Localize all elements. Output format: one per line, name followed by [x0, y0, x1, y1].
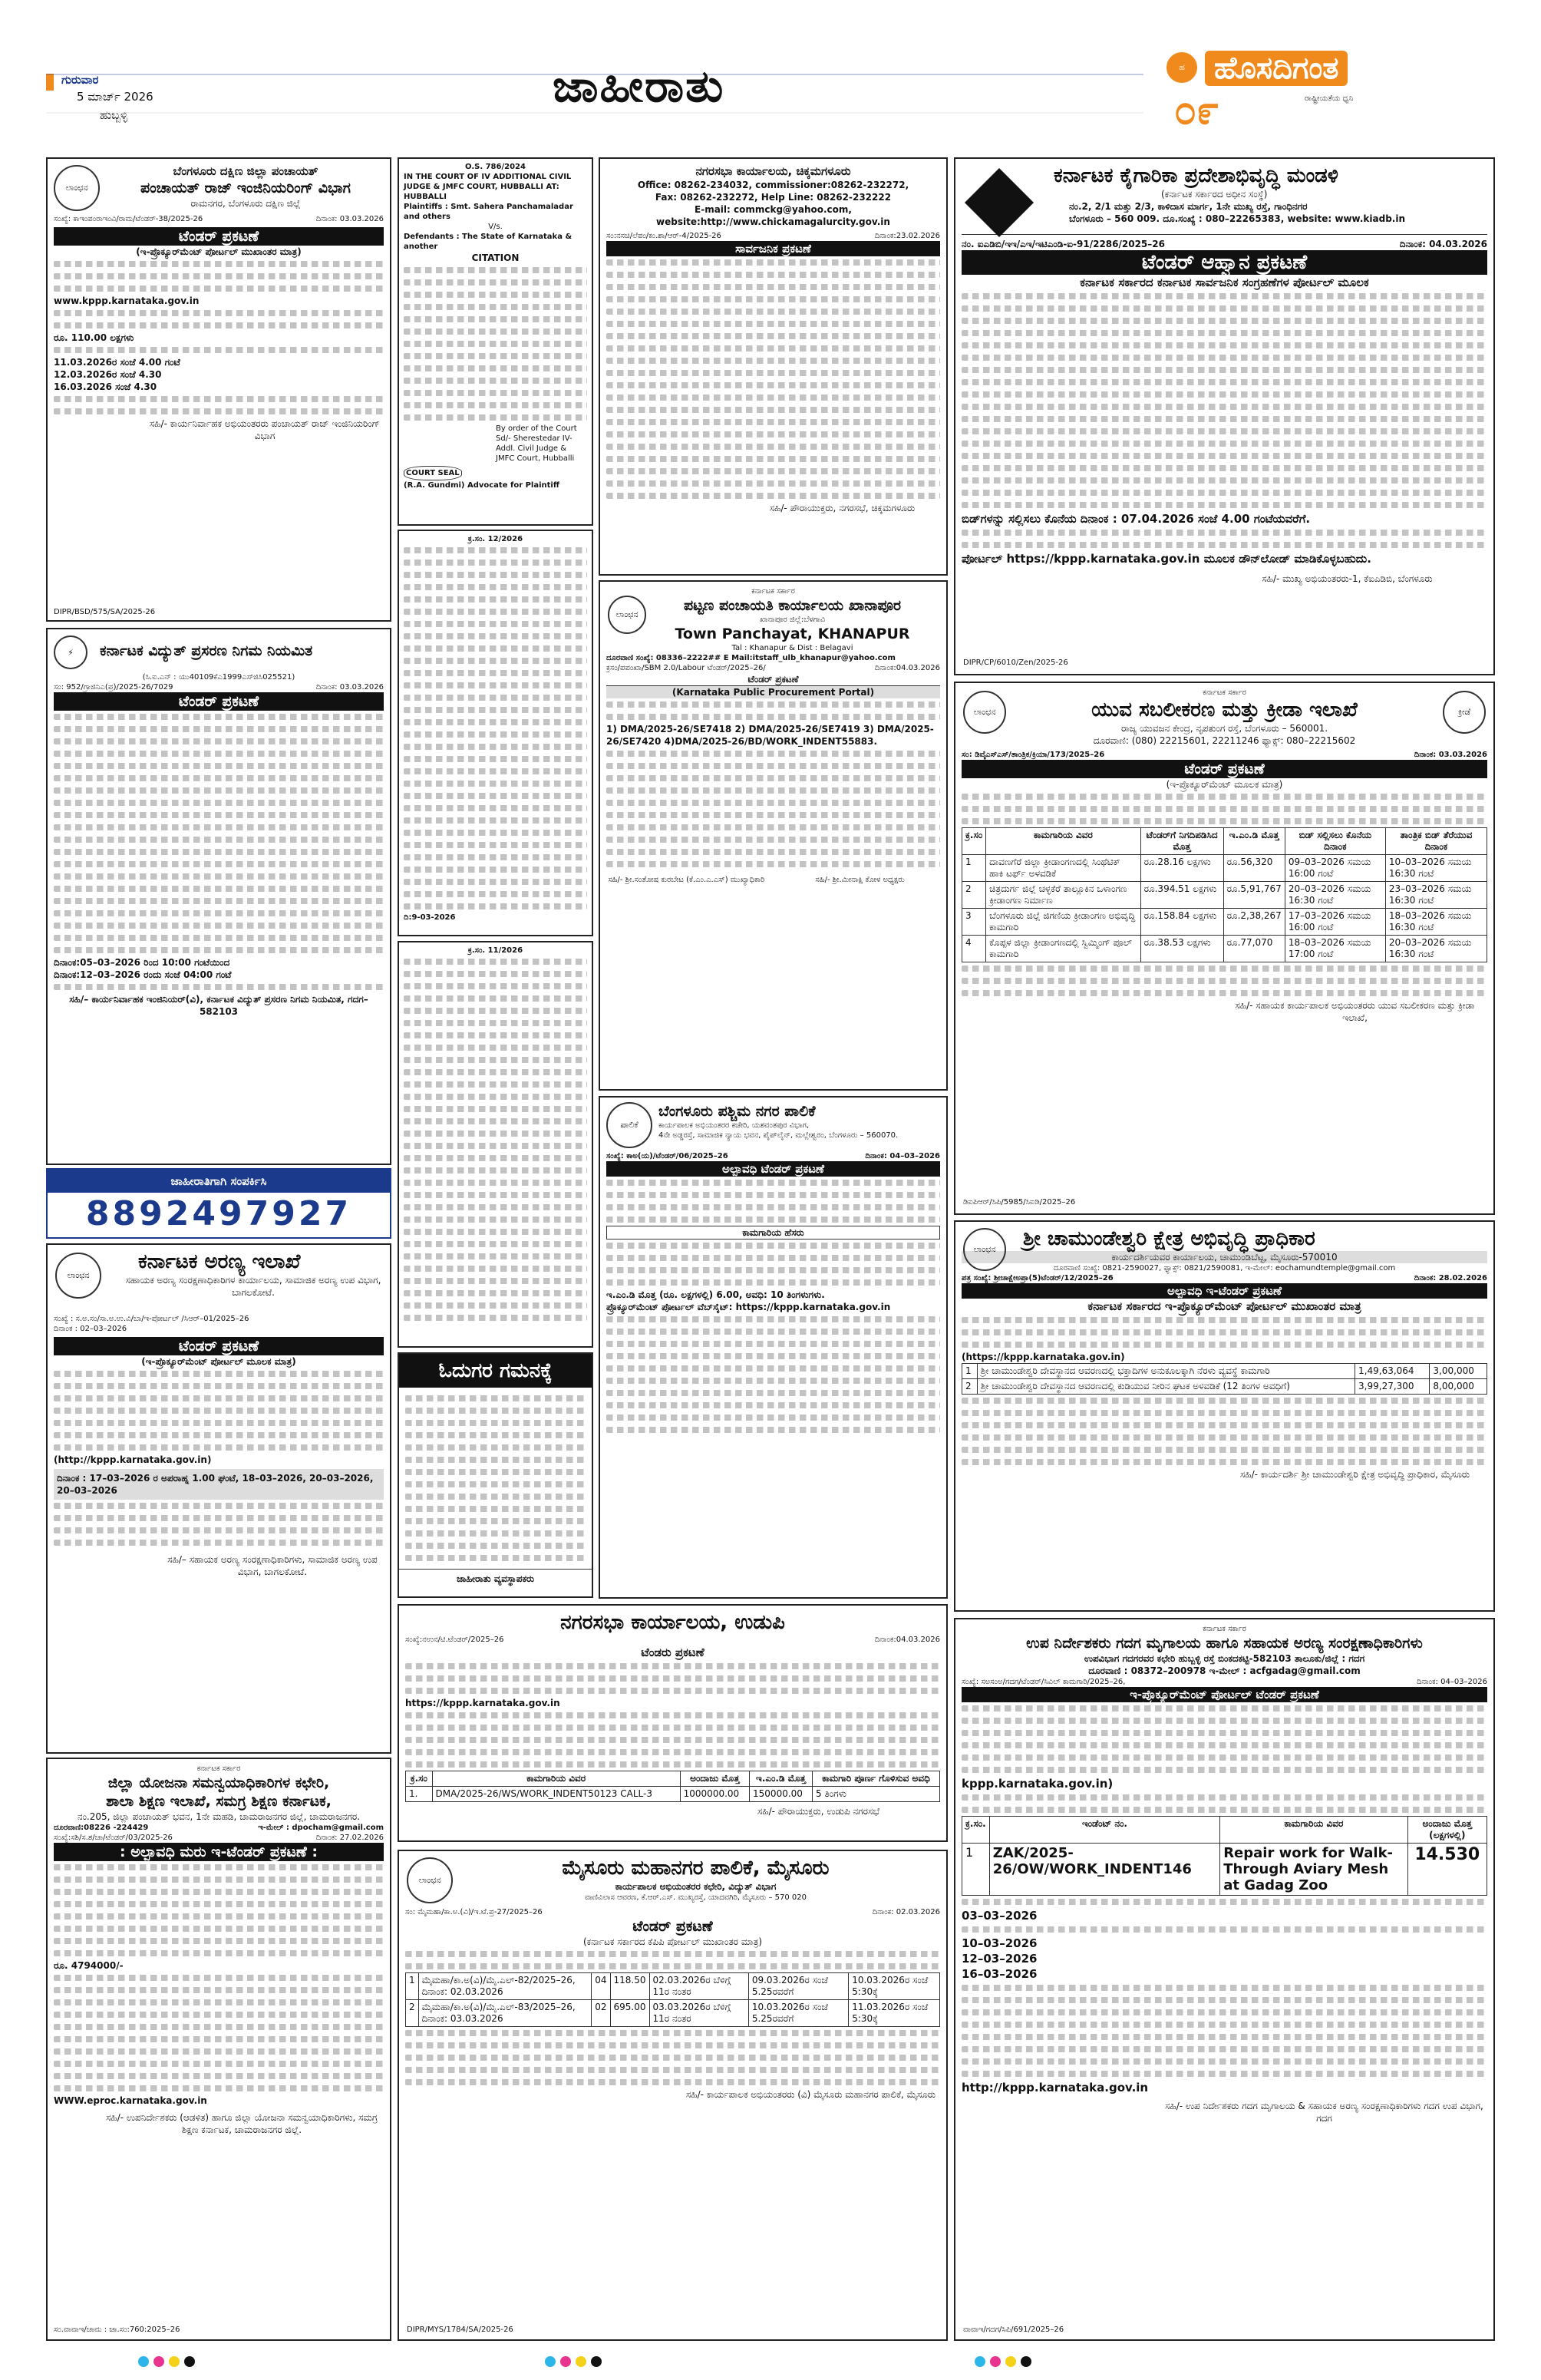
cell: 02.03.2026ರ ಬೆಳಿಗ್ಗೆ 11ರ ನಂತರ	[649, 1973, 748, 2000]
cell: 2	[962, 882, 986, 909]
address: ನಂ.205, ಜಿಲ್ಲಾ ಪಂಚಾಯತ್ ಭವನ, 1ನೇ ಮಹಡಿ, ಚಾಮರಾಜನಗರ ಜಿಲ್ಲೆ, ಚಾಮರಾಜನಗರ.	[77, 1811, 361, 1822]
cell: 1.	[406, 1787, 433, 1802]
date-1: 03–03–2026	[962, 1909, 1038, 1923]
table-row	[962, 936, 1487, 962]
office-sub: ಕಾರ್ಯದರ್ಶಿಯವರ ಕಾರ್ಯಾಲಯ, ಚಾಮುಂಡಿಬೆಟ್ಟ, ಮೈಸೂರು-570010	[962, 1251, 1487, 1263]
yellow-dot	[1005, 2356, 1016, 2367]
cell: 20–03–2026 ಸಮಯ 16:30 ಗಂಟೆ	[1385, 936, 1487, 962]
ad-kiadb-tender	[954, 157, 1495, 675]
col-work: ಕಾಮಗಾರಿಯ ವಿವರ	[432, 1771, 680, 1787]
cell: 10.03.2026ರ ಸಂಜೆ 5:30ಕ್ಕೆ	[849, 1973, 940, 2000]
tender-title: ಟೆಂಡರ್ ಪ್ರಕಟಣೆ	[632, 1918, 713, 1935]
date-3: 16.03.2026 ಸಂಜೆ 4.30	[54, 381, 157, 392]
cell: ರೂ.158.84 ಲಕ್ಷಗಳು	[1140, 909, 1223, 936]
ad-chamarajanagar-tender	[46, 1758, 391, 2341]
schedule: ದಿನಾಂಕ : 17–03–2026 ರ ಅಪರಾಹ್ನ 1.00 ಘಂಟೆ, 18–03–2026, 20–03–2026, 20–03–2026	[54, 1469, 384, 1500]
magenta-dot	[560, 2356, 571, 2367]
ref-date: ದಿನಾಂಕ: 04.03.2026	[1399, 239, 1487, 249]
cell: 18–03–2026 ಸಮಯ 17:00 ಗಂಟೆ	[1285, 936, 1385, 962]
page-number: ೦೯	[1174, 87, 1219, 134]
bid-deadline: ಬಿಡ್‌ಗಳನ್ನು ಸಲ್ಲಿಸಲು ಕೊನೆಯ ದಿನಾಂಕ : 07.04.2026 ಸಂಜೆ 4.00 ಗಂಟೆಯವರೆಗೆ.	[962, 512, 1311, 526]
tender-sub: (ಇ-ಪ್ರೊಕ್ಯೂರ್‌ಮೆಂಟ್ ಪೋರ್ಟಲ್ ಮುಖಾಂತರ ಮಾತ್ರ)	[136, 246, 302, 257]
office-title-2: ಶಾಲಾ ಶಿಕ್ಷಣ ಇಲಾಖೆ, ಸಮಗ್ರ ಶಿಕ್ಷಣ ಕರ್ನಾಟಕ,	[106, 1793, 332, 1810]
cell: ದಾವಣಗೆರೆ ಜಿಲ್ಲಾ ಕ್ರೀಡಾಂಗಣದಲ್ಲಿ ಸಿಂಥೆಟಿಕ್ ಹಾಕಿ ಟರ್ಫ್ ಅಳವಡಿಕೆ	[986, 855, 1140, 882]
gov-label: ಕರ್ನಾಟಕ ಸರ್ಕಾರ	[1203, 1625, 1246, 1633]
page-header	[0, 0, 1541, 153]
dipr-no: DIPR/BSD/575/SA/2025-26	[54, 608, 156, 616]
email[interactable]: E-mail: commckg@yahoo.com,	[695, 204, 852, 215]
table-row	[962, 1364, 1487, 1379]
signature: ಸಹಿ/- ಸಹಾಯಕ ಕಾರ್ಯಪಾಲಕ ಅಭಿಯಂತರರು ಯುವ ಸಬಲೀಕರಣ ಮತ್ತು ಕ್ರೀಡಾ ಇಲಾಖೆ,	[1235, 1000, 1475, 1023]
gadag-table	[962, 1816, 1487, 1896]
kiadb-sub: (ಕರ್ನಾಟಕ ಸರ್ಕಾರದ ಅಧೀನ ಸಂಸ್ಥೆ)	[1161, 189, 1268, 200]
cell: ರೂ.38.53 ಲಕ್ಷಗಳು	[1140, 936, 1223, 962]
ref-no: ಸಂಖ್ಯೆ: ಕಾಅ(ಯ)/ಟೆಂಡರ್/06/2025–26	[606, 1152, 728, 1160]
office-title: ಉಪ ನಿರ್ದೇಶಕರು ಗದಗ ಮೃಗಾಲಯ ಹಾಗೂ ಸಹಾಯಕ ಅರಣ್ಯ ಸಂರಕ್ಷಣಾಧಿಕಾರಿಗಳು	[1026, 1635, 1423, 1652]
office-title: ನಗರಸಭಾ ಕಾರ್ಯಾಲಯ, ಉಡುಪಿ	[560, 1611, 785, 1634]
office-sub: ಖಾನಾಪೂರ ಜಿಲ್ಲೆ:ಬೆಳಗಾವಿ	[759, 616, 826, 624]
ref-no: ಸಂ: 952/ಗ್ರಾಜಿನಿಎ(ಪ್ರ)/2025-26/7029	[54, 683, 173, 692]
signature: ಸಹಿ/- ಮುಖ್ಯ ಅಭಿಯಂತರರು-1, ಕೆಐಎಡಿಬಿ, ಬೆಂಗಳೂರು	[1262, 573, 1433, 584]
ref-date: ದಿನಾಂಕ:04.03.2026	[874, 1636, 940, 1644]
amount: ರೂ. 4794000/-	[54, 1960, 124, 1971]
col-amount: ಟೆಂಡರ್‌ಗೆ ನಿಗದಿಪಡಿಸಿದ ಮೊತ್ತ	[1140, 828, 1223, 855]
masthead	[1143, 46, 1512, 134]
case-no: ಕ್ರ.ಸಂ. 11/2026	[467, 946, 523, 955]
cell: 10.03.2026ರ ಸಂಜೆ 5.25ರವರೆಗೆ	[748, 2000, 848, 2027]
header-city: ಹುಬ್ಬಳ್ಳಿ	[100, 108, 128, 122]
cell: 1,49,63,064	[1355, 1364, 1430, 1379]
tender-title: ಅಲ್ಪಾವಧಿ ಟೆಂಡರ್ ಪ್ರಕಟಣೆ	[606, 1161, 940, 1177]
sports-logo-icon: ಕ್ರೀಡೆ	[1443, 691, 1486, 734]
signature: ಸಹಿ/- ಉಪನಿರ್ದೇಶಕರು (ಆಡಳಿತ) ಹಾಗೂ ಜಿಲ್ಲಾ ಯೋಜನಾ ಸಮನ್ವಯಾಧಿಕಾರಿಗಳು, ಸಮಗ್ರ ಶಿಕ್ಷಣ ಕರ್ನಾಟಕ, ಚಾಮರಾಜನಗರ ಜಿಲ್ಲೆ.	[106, 2112, 378, 2135]
contact-phone[interactable]: 8892497927	[85, 1194, 352, 1233]
header-date: 5 ಮಾರ್ಚ್ 2026	[77, 90, 153, 104]
forest-emblem-icon: ಲಾಂಛನ	[55, 1253, 101, 1299]
youth-sports-table	[962, 827, 1487, 962]
fax: Fax: 08262-232272, Help Line: 08262-232222	[655, 192, 892, 203]
tender-sub: ಕರ್ನಾಟಕ ಸರ್ಕಾರದ ಕರ್ನಾಟಕ ಸಾರ್ವಜನಿಕ ಸಂಗ್ರಹಣೆಗಳ ಪೋರ್ಟಲ್ ಮೂಲಕ	[1080, 276, 1369, 289]
signature-1: ಸಹಿ/- ಶ್ರೀ.ಸಂತೋಷ ಕುರಬೇಟ (ಕೆ.ಎಂ.ಎ.ಎಸ್) ಮುಖ್ಯಾಧಿಕಾರಿ	[608, 876, 765, 884]
tender-sub: ಕರ್ನಾಟಕ ಸರ್ಕಾರದ ಇ-ಪ್ರೊಕ್ಯೂರ್‌ಮೆಂಟ್ ಪೋರ್ಟಲ್ ಮುಖಾಂತರ ಮಾತ್ರ	[1087, 1299, 1361, 1313]
col-bid-date: ಬಿಡ್ ಸಲ್ಲಿಸಲು ಕೊನೆಯ ದಿನಾಂಕ	[1285, 828, 1385, 855]
cell: ರೂ.28.16 ಲಕ್ಷಗಳು	[1140, 855, 1223, 882]
date-2: 10–03–2026	[962, 1936, 1038, 1950]
col-no: ಕ್ರ.ಸಂ.	[962, 1817, 990, 1844]
col-indent: ಇಂಡೆಂಟ್ ನಂ.	[989, 1817, 1219, 1844]
ref-date: ದಿನಾಂಕ: 04–03–2026	[865, 1152, 940, 1160]
cell: ಬೆಂಗಳೂರು ಜಿಲ್ಲೆ ಜಿಗಣಿಯ ಕ್ರೀಡಾಂಗಣ ಅಭಿವೃದ್ಧಿ ಕಾಮಗಾರಿ	[986, 909, 1140, 936]
header-day: ಗುರುವಾರ	[61, 73, 99, 87]
ad-udupi-tender	[398, 1604, 948, 1842]
case-no: O.S. 786/2024	[465, 163, 526, 171]
phone: Office: 08262-234032, commissioner:08262-232272,	[637, 180, 909, 190]
office-sub: ಕಾರ್ಯಪಾಲಕ ಅಭಿಯಂತರರ ಕಚೇರಿ, ಯಶವಂತಪುರ ವಿಭಾಗ,	[658, 1121, 810, 1130]
ad-court-notice-11	[398, 941, 593, 1348]
ref-no: ಸಂಖ್ಯೆ : ಸ.ಅ.ಸಂ/ಸಾ.ಅ.ಉ.ವಿ/ಬಾ/ಇ-ಪೋರ್ಟಲ್ /ಸಿಆರ್–01/2025–26	[54, 1315, 249, 1323]
ad-ramanagara-tender	[46, 157, 391, 622]
ref-no: ಸಂಖ್ಯೆ: ಕಾಇಂಪಂರಾಇಂವಿ/ರಾಮ/ಟೆಂಡರ್-38/2025-26	[54, 215, 203, 223]
case-no: ಕ್ರ.ಸಂ. 12/2026	[467, 535, 523, 543]
notice-title: ಸಾರ್ವಜನಿಕ ಪ್ರಕಟಣೆ	[606, 241, 940, 256]
ad-forest-tender	[46, 1243, 391, 1754]
gov-label: ಕರ್ನಾಟಕ ಸರ್ಕಾರ	[1203, 688, 1246, 697]
table-row	[406, 2000, 940, 2027]
ad-kptcl-tender	[46, 628, 391, 1165]
kiadb-title: ಕರ್ನಾಟಕ ಕೈಗಾರಿಕಾ ಪ್ರದೇಶಾಭಿವೃದ್ಧಿ ಮಂಡಳಿ	[1054, 164, 1338, 187]
col-work: ಕಾಮಗಾರಿಯ ವಿವರ	[1220, 1817, 1407, 1844]
court-seal: COURT SEAL	[404, 466, 462, 480]
portal-link-2[interactable]: http://kppp.karnataka.gov.in	[962, 2081, 1149, 2094]
ad-gadag-zoo-tender	[954, 1618, 1495, 2341]
cell: 1	[962, 855, 986, 882]
ref-date: ದಿನಾಂಕ: 03.03.2026	[315, 683, 384, 692]
cell: 1	[962, 1844, 990, 1896]
address: 4ನೇ ಅಡ್ಡರಸ್ತೆ, ಸಾಮಾಜಿಕ ನ್ಯಾಯ ಭವನ, ಪೈಪ್‌ಲೈನ್, ಮಲ್ಲೇಶ್ವರಂ, ಬೆಂಗಳೂರು – 560070.	[658, 1131, 899, 1140]
signature: ಸಹಿ/- ಪೌರಾಯುಕ್ತರು, ಉಡುಪಿ ನಗರಸಭೆ	[757, 1806, 880, 1817]
tender-sub: (ಇ-ಪ್ರೊಕ್ಯೂರ್‌ಮೆಂಟ್ ಮೂಲಕ ಮಾತ್ರ)	[1166, 779, 1283, 790]
cell: 1	[406, 1973, 419, 2000]
cell: ಕೊಪ್ಪಳ ಜಿಲ್ಲಾ ಕ್ರೀಡಾಂಗಣದಲ್ಲಿ ಸ್ವಿಮ್ಮಿಂಗ್ ಪೂಲ್ ಕಾಮಗಾರಿ	[986, 936, 1140, 962]
cell: 1	[962, 1364, 978, 1379]
ad-court-notice-12	[398, 530, 593, 936]
black-dot	[184, 2356, 195, 2367]
office-name: ನಗರಸಭಾ ಕಾರ್ಯಾಲಯ, ಚಿಕ್ಕಮಗಳೂರು	[695, 164, 851, 178]
ref-no: ಸಂಖ್ಯೆ:ಸಶಿ/ಸ.ಶ/ಚಾ/ಟೆಂಡರ್/03/2025-26	[54, 1834, 173, 1842]
logo-icon: ಹ	[1166, 52, 1197, 83]
advocate: (R.A. Gundmi) Advocate for Plaintiff	[404, 481, 559, 490]
cell: 20–03–2026 ಸಮಯ 16:30 ಗಂಟೆ	[1285, 882, 1385, 909]
contact: ದೂರವಾಣಿ: (080) 22215601, 22211246 ಫ್ಯಾಕ್ಸ್: 080–22215602	[1093, 735, 1356, 746]
tender-title: ಟೆಂಡರು ಪ್ರಕಟಣೆ	[641, 1646, 705, 1659]
cell: ರೂ.56,320	[1223, 855, 1285, 882]
col-emd: ಇ.ಎಂ.ಡಿ ಮೊತ್ತ	[1223, 828, 1285, 855]
cell: ರೂ.2,38,267	[1223, 909, 1285, 936]
contact-title: ಜಾಹೀರಾತಿಗಾಗಿ ಸಂಪರ್ಕಿಸಿ	[48, 1170, 390, 1193]
tagline: ರಾಷ್ಟ್ರೀಯತೆಯ ಧ್ವನಿ	[1305, 94, 1354, 103]
contact: ದೂರವಾಣಿ ಸಂಖ್ಯೆ: 0821-2590027, ಫ್ಯಾಕ್ಸ್: 0821/2590081, ಇ-ಮೇಲ್: eochamundtemple@gmail.com	[1053, 1264, 1396, 1273]
ref-date: ದಿನಾಂಕ: 28.02.2026	[1414, 1274, 1487, 1282]
magenta-dot	[990, 2356, 1001, 2367]
cell: 150000.00	[750, 1787, 813, 1802]
section-title: ಜಾಹೀರಾತು	[553, 60, 725, 112]
cell: Repair work for Walk-Through Aviary Mesh at Gadag Zoo	[1220, 1844, 1407, 1896]
office-title: ಮೈಸೂರು ಮಹಾನಗರ ಪಾಲಿಕೆ, ಮೈಸೂರು	[562, 1857, 830, 1880]
cell: ರೂ.77,070	[1223, 936, 1285, 962]
ad-readers-notice	[398, 1352, 593, 1598]
signature: ಸಹಿ/- ಕಾರ್ಯದರ್ಶಿ ಶ್ರೀ ಚಾಮುಂಡೇಶ್ವರಿ ಕ್ಷೇತ್ರ ಅಭಿವೃದ್ಧಿ ಪ್ರಾಧಿಕಾರ, ಮೈಸೂರು	[1239, 1469, 1470, 1480]
ref-date: ದಿನಾಂಕ: 04–03–2026	[1417, 1678, 1487, 1686]
ref-date: ದಿನಾಂಕ: 03.03.2026	[1414, 751, 1487, 759]
ad-court-citation	[398, 157, 593, 526]
signature: ಸಹಿ/– ಕಾರ್ಯನಿರ್ವಾಹಕ ಇಂಜಿನಿಯರ್(ವಿ), ಕರ್ನಾಟಕ ವಿದ್ಯುತ್ ಪ್ರಸರಣ ನಿಗಮ ನಿಯಮಿತ, ಗದಗ–582103	[69, 994, 368, 1017]
cell: 04	[592, 1973, 610, 2000]
cell: ಚಿತ್ರದುರ್ಗ ಜಿಲ್ಲೆ ಚಳ್ಳಕೆರೆ ತಾಲ್ಲೂಕಿನ ಒಳಾಂಗಣ ಕ್ರೀಡಾಂಗಣ ನಿರ್ಮಾಣ	[986, 882, 1140, 909]
table-row	[962, 882, 1487, 909]
gov-label: ಕರ್ನಾಟಕ ಸರ್ಕಾರ	[751, 587, 795, 596]
date-1: 11.03.2026ರ ಸಂಜೆ 4.00 ಗಂಟೆ	[54, 357, 180, 368]
notice-date: ದಿ:9-03-2026	[404, 913, 456, 922]
phone: ದೂರವಾಣಿ:08226 -224429	[54, 1824, 149, 1832]
tender-sub: (ಕರ್ನಾಟಕ ಸರ್ಕಾರದ ಕೆಪಿಪಿ ಪೋರ್ಟಲ್ ಮುಖಾಂತರ ಮಾತ್ರ)	[582, 1936, 763, 1947]
office-title: ಯುವ ಸಬಲೀಕರಣ ಮತ್ತು ಕ್ರೀಡಾ ಇಲಾಖೆ	[1091, 698, 1358, 721]
office-title: ಬೆಂಗಳೂರು ಪಶ್ಚಿಮ ನಗರ ಪಾಲಿಕೆ	[658, 1103, 816, 1120]
black-dot	[1021, 2356, 1031, 2367]
contact: ದೂರವಾಣಿ ಸಂಖ್ಯೆ: 08336–2222## E Mail:itstaff_ulb_khanapur@yahoo.com	[606, 654, 896, 662]
tender-title: ಟೆಂಡರ್ ಪ್ರಕಟಣೆ	[54, 1337, 384, 1355]
cell: DMA/2025-26/WS/WORK_INDENT50123 CALL-3	[432, 1787, 680, 1802]
address: ವಾಣಿವಿಲಾಸ ಆವರಣ, ಕೆ.ಆರ್.ಎಸ್. ಮುಖ್ಯರಸ್ತೆ, ಯಾದವಗಿರಿ, ಮೈಸೂರು – 570 020	[584, 1893, 807, 1902]
email[interactable]: ಇ-ಮೇಲ್ : dpocham@gmail.com	[258, 1824, 384, 1832]
mysuru-table	[405, 1972, 940, 2027]
table-row	[962, 855, 1487, 882]
chamundeshwari-table	[962, 1363, 1487, 1395]
tender-title: ಟೆಂಡರ್ ಪ್ರಕಟಣೆ	[54, 227, 384, 246]
cell: 2	[962, 1379, 978, 1395]
office-en-sub: Tal : Khanapur & Dist : Belagavi	[731, 644, 853, 652]
kptcl-title: ಕರ್ನಾಟಕ ವಿದ್ಯುತ್ ಪ್ರಸರಣ ನಿಗಮ ನಿಯಮಿತ	[100, 642, 313, 659]
ref-date: ದಿನಾಂಕ:04.03.2026	[874, 664, 940, 672]
cyan-dot	[545, 2356, 556, 2367]
dipr-no: DIPR/CP/6010/Zen/2025-26	[963, 659, 1068, 667]
kptcl-logo-icon: ⚡	[54, 635, 87, 669]
ref-no: ಕ್ರಸಂ/ಪಪಂಖಾ/SBM 2.0/Labour ಟೆಂಡರ್/2025–26/	[606, 664, 766, 672]
date-1: ದಿನಾಂಕ:05–03–2026 ರಿಂದ 10:00 ಗಂಟೆಯಿಂದ	[54, 957, 230, 968]
yellow-dot	[169, 2356, 180, 2367]
cell: 02	[592, 2000, 610, 2027]
tender-title: ಟೆಂಡರ್ ಆಹ್ವಾನ ಪ್ರಕಟಣೆ	[962, 250, 1487, 275]
cell: ರೂ.5,91,767	[1223, 882, 1285, 909]
tender-title: ಟೆಂಡರ್ ಪ್ರಕಟಣೆ	[962, 760, 1487, 778]
col-work: ಕಾಮಗಾರಿಯ ವಿವರ	[986, 828, 1140, 855]
ref-no: ಸಂ: ಮೈಮಹಾ/ಕಾ.ಅ.(ವಿ)/ಇ.ಟೆ.ಪ್ರ-27/2025–26	[405, 1908, 543, 1916]
amount: ರೂ. 110.00 ಲಕ್ಷಗಳು	[54, 332, 134, 343]
cin: (ಸಿ.ಐ.ಎನ್ : ಯು40109ಕೆಎ1999ಎಸ್‌ಜಿಸಿ025521)	[142, 673, 295, 682]
registration-marks-left	[138, 2356, 195, 2367]
ad-chamundeshwari-tender	[954, 1220, 1495, 1612]
emblem-icon: ಲಾಂಛನ	[963, 691, 1006, 734]
cell: 8,00,000	[1430, 1379, 1487, 1395]
table-row	[962, 1379, 1487, 1395]
ref-date: ದಿನಾಂಕ:23.02.2026	[874, 232, 940, 240]
cell: 03.03.2026ರ ಬೆಳಿಗ್ಗೆ 11ರ ನಂತರ	[649, 2000, 748, 2027]
cell: ಶ್ರೀ ಚಾಮುಂಡೇಶ್ವರಿ ದೇವಸ್ಥಾನದ ಆವರಣದಲ್ಲಿ ಕುಡಿಯುವ ನೀರಿನ ಘಟಕ ಅಳವಡಿಕೆ (12 ತಿಂಗಳ ಅವಧಿಗೆ)	[977, 1379, 1355, 1395]
date-2: 12.03.2026ರ ಸಂಜೆ 4.30	[54, 369, 162, 380]
dept-name: ಪಂಚಾಯತ್ ರಾಜ್ ಇಂಜಿನಿಯರಿಂಗ್ ವಿಭಾಗ	[140, 180, 351, 196]
portal-link[interactable]: (http://kppp.karnataka.gov.in)	[54, 1454, 212, 1465]
forest-sub: ಸಹಾಯಕ ಅರಣ್ಯ ಸಂರಕ್ಷಣಾಧಿಕಾರಿಗಳ ಕಾರ್ಯಾಲಯ, ಸಾಮಾಜಿಕ ಅರಣ್ಯ ಉಪ ವಿಭಾಗ, ಬಾಗಲಕೋಟೆ.	[125, 1275, 381, 1298]
ad-khanapur-tender	[599, 580, 948, 1091]
ref-no: ಸಂಖ್ಯೆ:ನಉನ/ಟಿ.ಟೆಂಡರ್/2025–26	[405, 1636, 504, 1644]
cell: ರೂ.394.51 ಲಕ್ಷಗಳು	[1140, 882, 1223, 909]
magenta-dot	[153, 2356, 164, 2367]
cell: 1000000.00	[680, 1787, 749, 1802]
emblem-icon: ಲಾಂಛನ	[608, 596, 646, 634]
cell: 10–03–2026 ಸಮಯ 16:30 ಗಂಟೆ	[1385, 855, 1487, 882]
office-title: ಜಿಲ್ಲಾ ಯೋಜನಾ ಸಮನ್ವಯಾಧಿಕಾರಿಗಳ ಕಛೇರಿ,	[107, 1774, 330, 1791]
signature: ಸಹಿ/– ಸಹಾಯಕ ಅರಣ್ಯ ಸಂರಕ್ಷಣಾಧಿಕಾರಿಗಳು, ಸಾಮಾಜಿಕ ಅರಣ್ಯ ಉಪ ವಿಭಾಗ, ಬಾಗಲಕೋಟೆ.	[167, 1554, 378, 1577]
cell: ಮೈಮಹಾ/ಕಾ.ಅ(ವಿ)/ಮೈ.ಎಲ್-82/2025–26, ದಿನಾಂಕ: 02.03.2026	[418, 1973, 592, 2000]
office-name: ಬೆಂಗಳೂರು ದಕ್ಷಿಣ ಜಿಲ್ಲಾ ಪಂಚಾಯತ್	[173, 164, 318, 178]
ref-no: ಪತ್ರ ಸಂಖ್ಯೆ: ಶ್ರೀಚಾಕ್ಷೇಅಪ್ರಾ(5)ಟೆಂಡರ್/12/2025–26	[962, 1274, 1114, 1282]
ad-bengaluru-west-tender	[599, 1096, 948, 1599]
signature: ಸಹಿ/- ಕಾರ್ಯಪಾಲಕ ಅಭಿಯಂತರರು (ವಿ) ಮೈಸೂರು ಮಹಾನಗರ ಪಾಲಿಕೆ, ಮೈಸೂರು	[685, 2089, 936, 2100]
gov-label: ಕರ್ನಾಟಕ ಸರ್ಕಾರ	[196, 1764, 241, 1773]
plaintiffs: Plaintiffs : Smt. Sahera Panchamaladar and others	[404, 203, 573, 221]
table-row	[962, 909, 1487, 936]
registration-marks-center	[545, 2356, 602, 2367]
work-header: ಕಾಮಗಾರಿಯ ಹೆಸರು	[606, 1226, 940, 1240]
udupi-table	[405, 1771, 940, 1802]
yellow-dot	[576, 2356, 586, 2367]
tender-sub: (ಇ-ಪ್ರೊಕ್ಯೂರ್‌ಮೆಂಟ್ ಪೋರ್ಟಲ್ ಮೂಲಕ ಮಾತ್ರ)	[141, 1356, 296, 1367]
ad-mysuru-city-tender	[398, 1850, 948, 2341]
temple-logo-icon: ಪಾಲಿಕೆ	[606, 1102, 652, 1148]
office-title: ಪಟ್ಟಣ ಪಂಚಾಯತಿ ಕಾರ್ಯಾಲಯ ಖಾನಾಪೂರ	[683, 597, 902, 614]
col-period: ಕಾಮಗಾರಿ ಪೂರ್ಣ ಗೊಳಿಸುವ ಅವಧಿ	[812, 1771, 939, 1787]
city-logo-icon: ಲಾಂಛನ	[407, 1857, 453, 1903]
ref-date: ದಿನಾಂಕ: 27.02.2026	[315, 1834, 384, 1842]
signature: ಸಹಿ/- ಉಪ ನಿರ್ದೇಶಕರು ಗದಗ ಮೃಗಾಲಯ & ಸಹಾಯಕ ಅರಣ್ಯ ಸಂರಕ್ಷಣಾಧಿಕಾರಿಗಳು ಗದಗ ಉಪ ವಿಭಾಗ, ಗದಗ	[1165, 2101, 1483, 2124]
cell: ಶ್ರೀ ಚಾಮುಂಡೇಶ್ವರಿ ದೇವಸ್ಥಾನದ ಆವರಣದಲ್ಲಿ ಭಕ್ತಾದಿಗಳ ಅನುಕೂಲಕ್ಕಾಗಿ ನೆರಳು ವ್ಯವಸ್ಥೆ ಕಾಮಗಾರಿ	[977, 1364, 1355, 1379]
portal-link[interactable]: (https://kppp.karnataka.gov.in)	[962, 1352, 1125, 1362]
signature: ಜಾಹೀರಾತು ವ್ಯವಸ್ಥಾಪಕರು	[399, 1569, 592, 1588]
col-amount: ಅಂದಾಜು ಮೊತ್ತ	[680, 1771, 749, 1787]
ref-no: ಸಂ:ನಸಚಿ/ಲೆಪಂ/ಕಂ.ಶಾ/ಆರ್‌-4/2025-26	[606, 232, 721, 240]
tender-title: ಟೆಂಡರ್ ಪ್ರಕಟಣೆ	[54, 692, 384, 711]
address: ರಾಜ್ಯ ಯುವಜನ ಕೇಂದ್ರ, ನೃಪತುಂಗ ರಸ್ತೆ, ಬೆಂಗಳೂರು – 560001.	[1120, 723, 1328, 734]
table-row	[962, 1844, 1487, 1896]
col-open-date: ತಾಂತ್ರಿಕ ಬಿಡ್ ತೆರೆಯುವ ದಿನಾಂಕ	[1385, 828, 1487, 855]
readers-title: ಓದುಗರ ಗಮನಕ್ಕೆ	[399, 1354, 592, 1388]
tender-title: ಟೆಂಡರ್ ಪ್ರಕಟಣೆ	[606, 673, 940, 686]
col-no: ಕ್ರ.ಸಂ	[962, 828, 986, 855]
versus: V/s.	[488, 223, 503, 231]
black-dot	[591, 2356, 602, 2367]
tender-title: : ಅಲ್ಪಾವಧಿ ಮರು ಇ-ಟೆಂಡರ್ ಪ್ರಕಟಣೆ :	[54, 1843, 384, 1861]
ref-no: ನಂ. ಐಎಡಿಬಿ/ಇಇ/ಎಇ/ಇಟಿಎಂಡಿ-ಐ-91/2286/2025–26	[962, 239, 1165, 249]
ref-date: ದಿನಾಂಕ: 03.03.2026	[315, 215, 384, 223]
emd: ಇ.ಎಂ.ಡಿ ಮೊತ್ತ (ರೂ. ಲಕ್ಷಗಳಲ್ಲಿ) 6.00, ಅವಧಿ: 10 ತಿಂಗಳುಗಳು.	[606, 1289, 825, 1300]
cell: ಮೈಮಹಾ/ಕಾ.ಅ(ವಿ)/ಮೈ.ಎಲ್-83/2025–26, ದಿನಾಂಕ: 03.03.2026	[418, 2000, 592, 2027]
cell: 18–03–2026 ಸಮಯ 16:30 ಗಂಟೆ	[1385, 909, 1487, 936]
cell: 14.530	[1407, 1844, 1487, 1896]
office-en: Town Panchayat, KHANAPUR	[675, 626, 910, 642]
cell: 5 ತಿಂಗಳು	[812, 1787, 939, 1802]
tender-title: ಇ-ಪ್ರೊಕ್ಯೂರ್‌ಮೆಂಟ್ ಪೋರ್ಟಲ್ ಟೆಂಡರ್ ಪ್ರಕಟಣೆ	[962, 1687, 1487, 1702]
portal-link[interactable]: www.kppp.karnataka.gov.in	[54, 295, 200, 306]
cyan-dot	[975, 2356, 985, 2367]
citation-title: CITATION	[471, 253, 520, 263]
col-no: ಕ್ರ.ಸಂ	[406, 1771, 433, 1787]
ref-no: ಸಂಖ್ಯೆ: ಸಅಸಂಅ/ಗದಗ/ಟೆಂಡರ್/ಸಿವಿಲ್ ಕಾಮಗಾರಿ/2025–26,	[962, 1678, 1126, 1686]
table-row	[406, 1973, 940, 2000]
dipr-no: DIPR/MYS/1784/SA/2025-26	[407, 2326, 513, 2334]
portal-link[interactable]: WWW.eproc.karnataka.gov.in	[54, 2095, 207, 2106]
office-sub: ಕಾರ್ಯಪಾಲಕ ಅಭಿಯಂತರರ ಕಛೇರಿ, ವಿದ್ಯುತ್ ವಿಭಾಗ	[615, 1881, 777, 1892]
tender-sub: (Karnataka Public Procurement Portal)	[606, 686, 940, 698]
contact-banner	[46, 1168, 391, 1239]
ad-youth-sports-tender	[954, 682, 1495, 1215]
cell: 09.03.2026ರ ಸಂಜೆ 5.25ರವರೆಗೆ	[748, 1973, 848, 2000]
dipr-no: ವಾವಾಇ/ಗದಗ/ಸಿಪಿ/691/2025–26	[963, 2326, 1064, 2334]
ref-date: ದಿನಾಂಕ: 02.03.2026	[872, 1908, 940, 1916]
office-title: ಶ್ರೀ ಚಾಮುಂಡೇಶ್ವರಿ ಕ್ಷೇತ್ರ ಅಭಿವೃದ್ಧಿ ಪ್ರಾಧಿಕಾರ	[1023, 1227, 1315, 1250]
date-2: ದಿನಾಂಕ:12–03–2026 ರಂದು ಸಂಜೆ 04:00 ಗಂಟೆ	[54, 969, 232, 980]
place: ರಾಮನಗರ, ಬೆಂಗಳೂರು ದಕ್ಷಿಣ ಜಿಲ್ಲೆ	[190, 198, 301, 209]
emblem-icon: ಲಾಂಛನ	[54, 165, 100, 211]
registration-marks-right	[975, 2356, 1031, 2367]
defendants: Defendants : The State of Karnataka & another	[404, 233, 573, 251]
cell: 4	[962, 936, 986, 962]
contact: ದೂರವಾಣಿ : 08372–200978 ಇ-ಮೇಲ್ : acfgadag@gmail.com	[1088, 1665, 1361, 1676]
portal-link[interactable]: ಪ್ರೊಕ್ಯೂರ್‌ಮೆಂಟ್ ಪೋರ್ಟಲ್ ವೆಬ್‌ಸೈಟ್: https://kppp.karnataka.gov.in	[606, 1302, 891, 1312]
office-sub: ಉಪವಿಭಾಗ ಗದಗರವರ ಕಛೇರಿ ಹುಬ್ಬಳ್ಳಿ ರಸ್ತೆ ಬಿಂಕದಕಟ್ಟಿ-582103 ತಾಲೂಕು/ಜಿಲ್ಲೆ : ಗದಗ	[1084, 1653, 1365, 1664]
portal-link[interactable]: https://kppp.karnataka.gov.in	[405, 1698, 560, 1708]
contact: ಬೆಂಗಳೂರು – 560 009. ದೂ.ಸಂಖ್ಯೆ : 080–22265383, website: www.kiadb.in	[1069, 213, 1406, 224]
website[interactable]: website:http://www.chickamagalurcity.gov.in	[656, 216, 890, 227]
dipr-no: ಸಂ.ವಾವಾಇ/ಚಾಮ : ಜಾ.ಸಂ:760:2025–26	[54, 2326, 180, 2334]
cell: 11.03.2026ರ ಸಂಜೆ 5:30ಕ್ಕೆ	[849, 2000, 940, 2027]
cell: ZAK/2025-26/OW/WORK_INDENT146	[989, 1844, 1219, 1896]
cell: 118.50	[610, 1973, 649, 2000]
work-list: 1) DMA/2025-26/SE7418 2) DMA/2025-26/SE7419 3) DMA/2025-26/SE7420 4)DMA/2025-26/BD/WORK_INDENT55883.	[606, 724, 934, 747]
cell: 09–03–2026 ಸಮಯ 16:00 ಗಂಟೆ	[1285, 855, 1385, 882]
by-order: By order of the Court Sd/- Sherestedar IV-Addl. Civil Judge & JMFC Court, Hubballi	[496, 424, 577, 463]
cell: 3	[962, 909, 986, 936]
cyan-dot	[138, 2356, 149, 2367]
portal-link[interactable]: kppp.karnataka.gov.in)	[962, 1777, 1114, 1791]
tender-title: ಅಲ್ಪಾವಧಿ ಇ-ಟೆಂಡರ್ ಪ್ರಕಟಣೆ	[962, 1283, 1487, 1299]
dipr-no: ಡಿಐಪಿಆರ್/ಸಿಪಿ/5985/ಸಿಐಡಿ/2025–26	[963, 1198, 1076, 1207]
date-4: 16–03–2026	[962, 1967, 1038, 1981]
cell: 695.00	[610, 2000, 649, 2027]
cell: 2	[406, 2000, 419, 2027]
table-row	[406, 1787, 940, 1802]
address: ನಂ.2, 2/1 ಮತ್ತು 2/3, ಕಾಳಿದಾಸ ಮಾರ್ಗ, 1ನೇ ಮುಖ್ಯ ರಸ್ತೆ, ಗಾಂಧಿನಗರ	[1069, 201, 1308, 212]
signature: ಸಹಿ/- ಕಾರ್ಯನಿರ್ವಾಹಕ ಅಭಿಯಂತರರು ಪಂಚಾಯತ್ ರಾಜ್ ಇಂಜಿನಿಯರಿಂಗ್ ವಿಭಾಗ	[149, 418, 381, 441]
col-amount: ಅಂದಾಜು ಮೊತ್ತ (ಲಕ್ಷಗಳಲ್ಲಿ)	[1407, 1817, 1487, 1844]
temple-logo-icon: ಲಾಂಛನ	[963, 1228, 1006, 1271]
col-emd: ಇ.ಎಂ.ಡಿ ಮೊತ್ತ	[750, 1771, 813, 1787]
date-3: 12–03–2026	[962, 1952, 1038, 1966]
ad-chikkamagaluru-notice	[599, 157, 948, 576]
signature: ಸಹಿ/- ಪೌರಾಯುಕ್ತರು, ನಗರಸಭೆ, ಚಿಕ್ಕಮಗಳೂರು	[769, 503, 916, 513]
ref-date: ದಿನಾಂಕ : 02–03–2026	[54, 1325, 127, 1333]
cell: 23–03–2026 ಸಮಯ 16:30 ಗಂಟೆ	[1385, 882, 1487, 909]
portal-link[interactable]: ಪೋರ್ಟಲ್ https://kppp.karnataka.gov.in ಮೂಲಕ ಡೌನ್‌ಲೋಡ್ ಮಾಡಿಕೊಳ್ಳಬಹುದು.	[962, 552, 1371, 566]
court: IN THE COURT OF IV ADDITIONAL CIVIL JUDGE & JMFC COURT, HUBBALLI AT: HUBBALLI	[404, 173, 572, 201]
cell: 3,00,000	[1430, 1364, 1487, 1379]
cell: 17–03–2026 ಸಮಯ 16:00 ಗಂಟೆ	[1285, 909, 1385, 936]
signature-2: ಸಹಿ/- ಶ್ರೀ.ಮೀನಾಕ್ಷಿ ಕೋಳ ಅಧ್ಯಕ್ಷರು	[815, 876, 905, 884]
paper-name: ಹೊಸದಿಗಂತ	[1205, 51, 1348, 86]
cell: 3,99,27,300	[1355, 1379, 1430, 1395]
ref-no: ಸಂ: ಡಿವೈಎಸ್‌ಎಸ್/ತಾಂತ್ರಿಕ/ಕ್ರಿಯಾ/173/2025–26	[962, 751, 1105, 759]
kiadb-logo-icon	[965, 168, 1034, 237]
forest-title: ಕರ್ನಾಟಕ ಅರಣ್ಯ ಇಲಾಖೆ	[138, 1250, 301, 1273]
